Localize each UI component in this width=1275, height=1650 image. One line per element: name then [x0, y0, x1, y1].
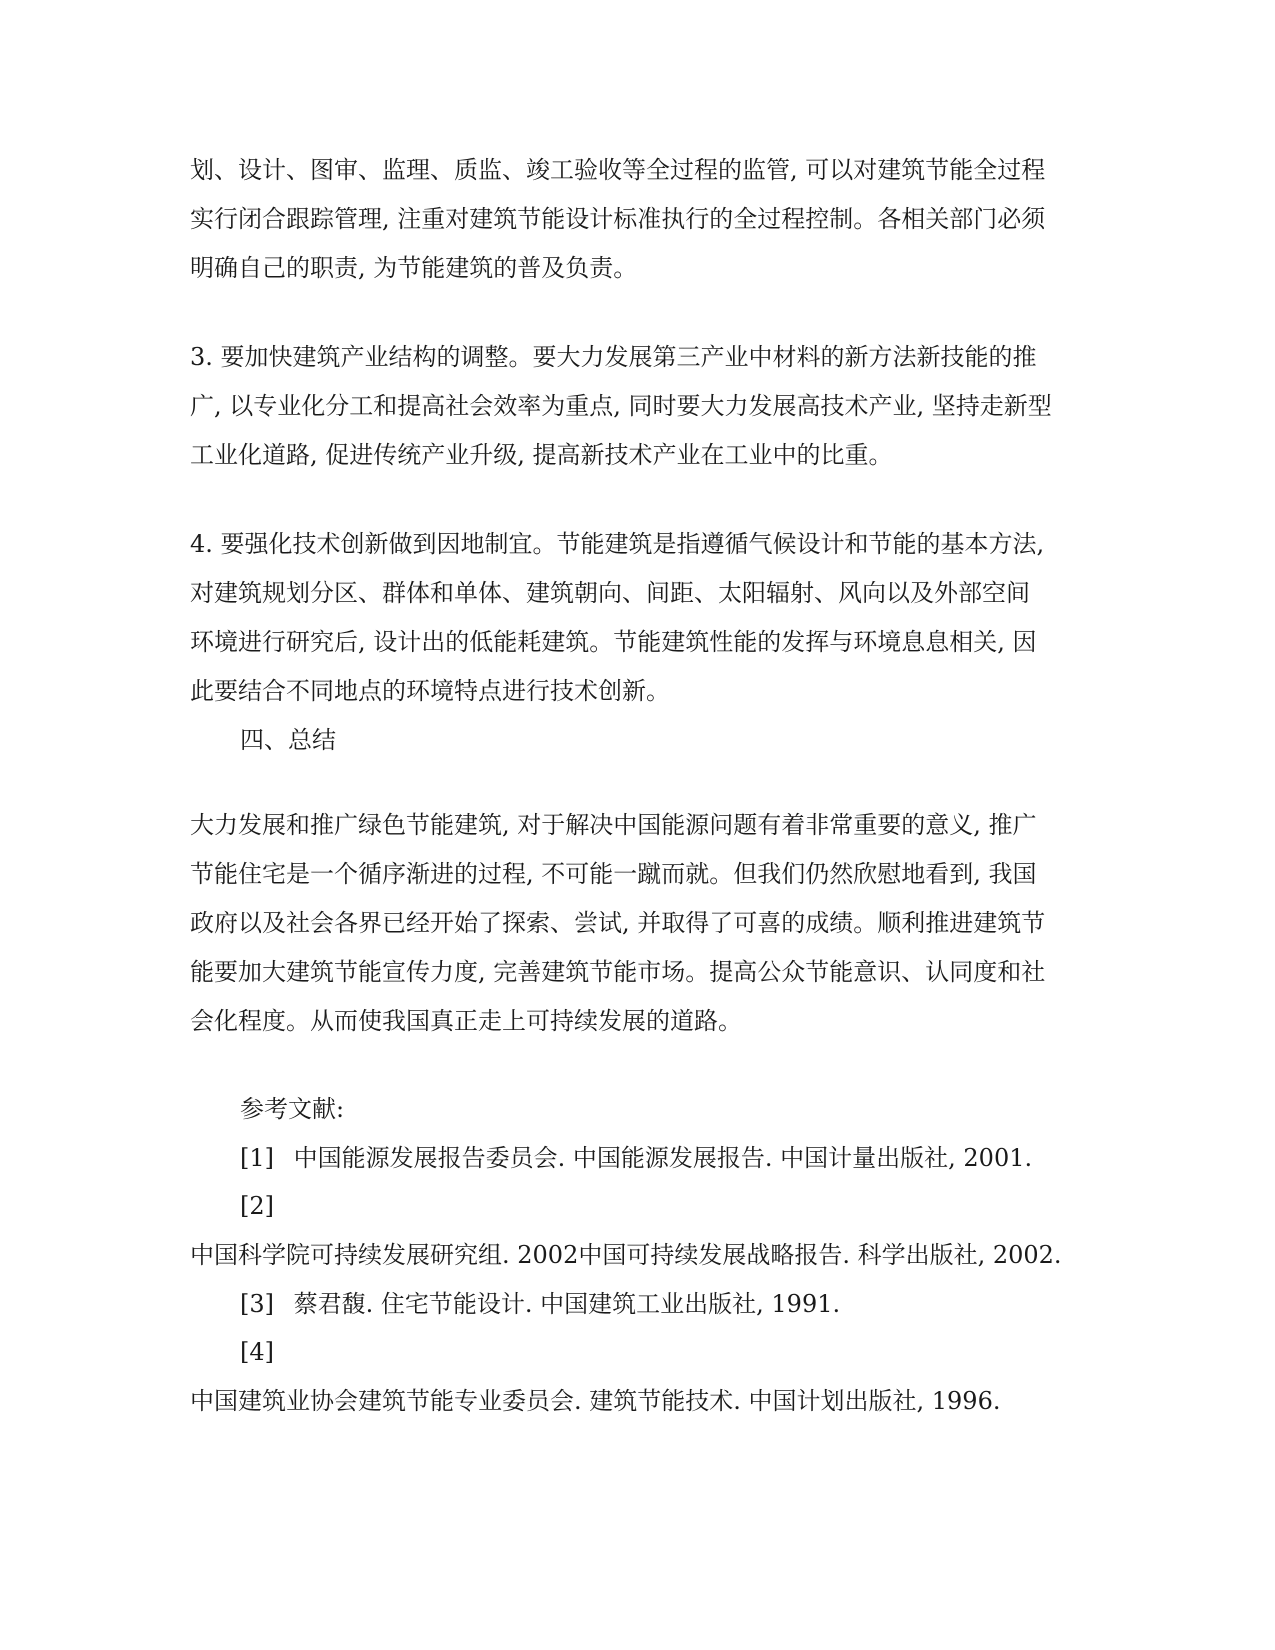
text-line: 节能住宅是一个循序渐进的过程, 不可能一蹴而就。但我们仍然欣慰地看到, 我国 — [190, 860, 1037, 888]
reference-marker: [2] — [240, 1192, 274, 1220]
text-line: 大力发展和推广绿色节能建筑, 对于解决中国能源问题有着非常重要的意义, 推广 — [190, 811, 1037, 839]
reference-text: 中国建筑业协会建筑节能专业委员会. 建筑节能技术. 中国计划出版社, 1996. — [190, 1387, 1001, 1415]
paragraph-supervision — [190, 146, 1090, 293]
text-line: 对建筑规划分区、群体和单体、建筑朝向、间距、太阳辐射、风向以及外部空间 — [190, 579, 1030, 607]
reference-text: 蔡君馥. 住宅节能设计. 中国建筑工业出版社, 1991. — [293, 1290, 841, 1318]
text-line: 工业化道路, 促进传统产业升级, 提高新技术产业在工业中的比重。 — [190, 441, 893, 469]
reference-item — [240, 1134, 1032, 1183]
reference-item — [240, 1280, 840, 1329]
text-line: 划、设计、图审、监理、质监、竣工验收等全过程的监管, 可以对建筑节能全过程 — [190, 156, 1046, 184]
text-line: 能要加大建筑节能宣传力度, 完善建筑节能市场。提高公众节能意识、认同度和社 — [190, 958, 1046, 986]
text-line: 环境进行研究后, 设计出的低能耗建筑。节能建筑性能的发挥与环境息息相关, 因 — [190, 628, 1037, 656]
text-line: 会化程度。从而使我国真正走上可持续发展的道路。 — [190, 1007, 742, 1035]
reference-text: 中国科学院可持续发展研究组. 2002中国可持续发展战略报告. 科学出版社, 2002. — [190, 1241, 1062, 1269]
reference-marker: [3] — [240, 1290, 274, 1318]
text-line: 实行闭合跟踪管理, 注重对建筑节能设计标准执行的全过程控制。各相关部门必须 — [190, 205, 1046, 233]
text-line: 此要结合不同地点的环境特点进行技术创新。 — [190, 677, 670, 705]
text-line: 4. 要强化技术创新做到因地制宜。节能建筑是指遵循气候设计和节能的基本方法, — [190, 530, 1045, 558]
section-heading: 四、总结 — [240, 726, 336, 754]
reference-text: 中国能源发展报告委员会. 中国能源发展报告. 中国计量出版社, 2001. — [293, 1144, 1033, 1172]
paragraph-industry-structure — [190, 333, 1090, 480]
text-line: 3. 要加快建筑产业结构的调整。要大力发展第三产业中材料的新方法新技能的推 — [190, 343, 1037, 371]
text-line: 广, 以专业化分工和提高社会效率为重点, 同时要大力发展高技术产业, 坚持走新型 — [190, 392, 1052, 420]
reference-marker: [1] — [240, 1144, 274, 1172]
references-heading: 参考文献: — [240, 1095, 345, 1123]
text-line: 明确自己的职责, 为节能建筑的普及负责。 — [190, 254, 638, 282]
reference-marker: [4] — [240, 1338, 274, 1366]
paragraph-technical-innovation — [190, 520, 1090, 716]
paragraph-summary — [190, 801, 1090, 1046]
text-line: 政府以及社会各界已经开始了探索、尝试, 并取得了可喜的成绩。顺利推进建筑节 — [190, 909, 1046, 937]
